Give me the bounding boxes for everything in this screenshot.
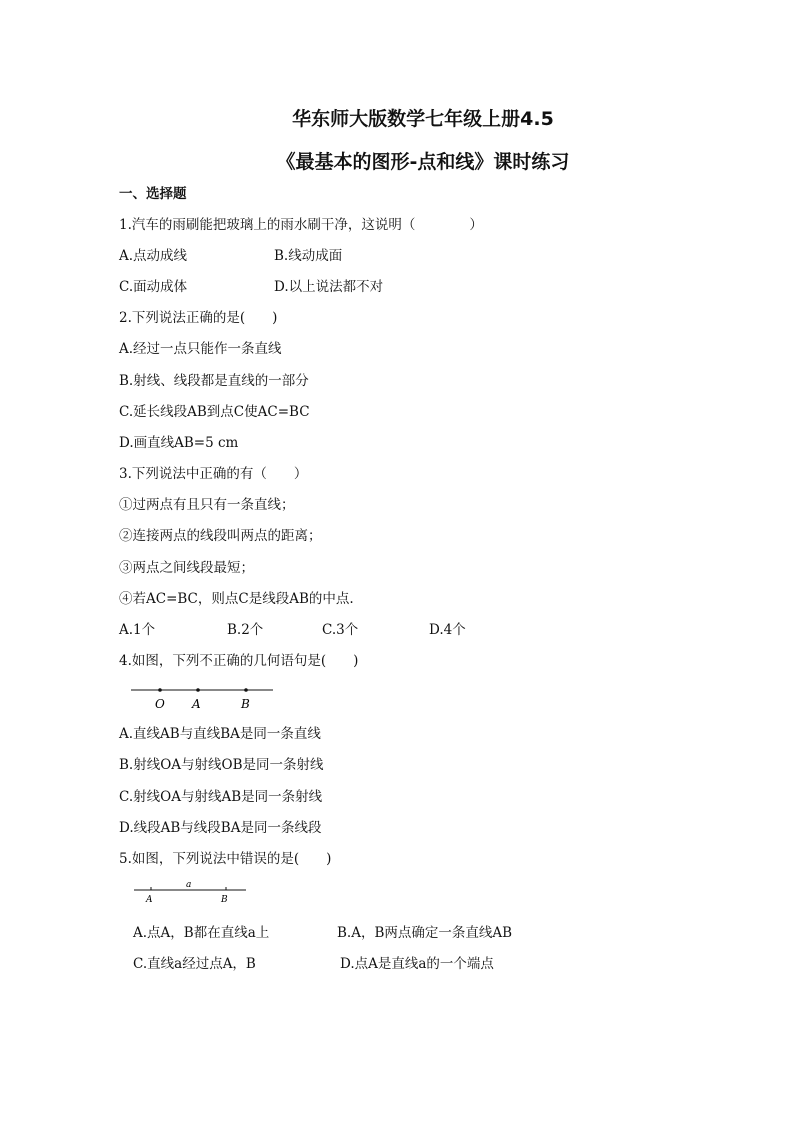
question-3-stem: 3.下列说法中正确的有（ ） bbox=[119, 466, 308, 482]
question-5-stem: 5.如图，下列说法中错误的是( ) bbox=[119, 851, 332, 867]
document-subtitle: 《最基本的图形-点和线》课时练习 bbox=[276, 151, 570, 173]
question-1-option-b: B.线动成面 bbox=[274, 248, 343, 264]
question-2-option-b: B.射线、线段都是直线的一部分 bbox=[119, 373, 309, 389]
question-1-option-c: C.面动成体 bbox=[119, 279, 188, 295]
question-5-option-d: D.点A是直线a的一个端点 bbox=[340, 956, 494, 972]
question-3-statement-4: ④若AC=BC，则点C是线段AB的中点. bbox=[119, 591, 354, 607]
question-3-statement-3: ③两点之间线段最短； bbox=[119, 560, 254, 576]
question-3-option-a: A.1个 bbox=[119, 622, 156, 638]
document-title: 华东师大版数学七年级上册4.5 bbox=[292, 108, 554, 130]
question-4-option-c: C.射线OA与射线AB是同一条射线 bbox=[119, 789, 323, 805]
question-4-figure bbox=[125, 681, 285, 713]
question-2-stem: 2.下列说法正确的是( ) bbox=[119, 310, 278, 326]
q4-label-b: B bbox=[241, 697, 250, 711]
question-3-option-c: C.3个 bbox=[322, 622, 359, 638]
question-2-option-a: A.经过一点只能作一条直线 bbox=[119, 341, 282, 357]
q4-point-b bbox=[244, 688, 248, 692]
question-4-option-d: D.线段AB与线段BA是同一条线段 bbox=[119, 820, 322, 836]
question-3-statement-1: ①过两点有且只有一条直线； bbox=[119, 497, 295, 513]
question-4-option-a: A.直线AB与直线BA是同一条直线 bbox=[119, 726, 321, 742]
question-3-statement-2: ②连接两点的线段叫两点的距离； bbox=[119, 528, 322, 544]
q5-label-a: A bbox=[146, 895, 153, 905]
question-5-option-c: C.直线a经过点A，B bbox=[133, 956, 256, 972]
question-2-option-c: C.延长线段AB到点C使AC=BC bbox=[119, 404, 310, 420]
question-3-option-b: B.2个 bbox=[227, 622, 264, 638]
question-1-stem: 1.汽车的雨刷能把玻璃上的雨水刷干净，这说明（ ） bbox=[119, 217, 483, 233]
question-5-option-a: A.点A，B都在直线a上 bbox=[133, 925, 270, 941]
question-2-option-d: D.画直线AB=5 cm bbox=[119, 435, 239, 451]
question-5-option-b: B.A，B两点确定一条直线AB bbox=[337, 925, 513, 941]
question-1-option-d: D.以上说法都不对 bbox=[274, 279, 384, 295]
section-heading: 一、选择题 bbox=[119, 186, 187, 202]
question-4-option-b: B.射线OA与射线OB是同一条射线 bbox=[119, 757, 324, 773]
q4-point-o bbox=[158, 688, 162, 692]
q4-label-o: O bbox=[155, 697, 165, 711]
q5-label-b: B bbox=[221, 895, 228, 905]
question-4-stem: 4.如图，下列不正确的几何语句是( ) bbox=[119, 653, 359, 669]
q5-line-label: a bbox=[186, 880, 192, 890]
question-5-figure bbox=[130, 878, 255, 906]
q4-label-a: A bbox=[192, 697, 201, 711]
question-1-option-a: A.点动成线 bbox=[119, 248, 188, 264]
q4-point-a bbox=[196, 688, 200, 692]
question-3-option-d: D.4个 bbox=[429, 622, 466, 638]
